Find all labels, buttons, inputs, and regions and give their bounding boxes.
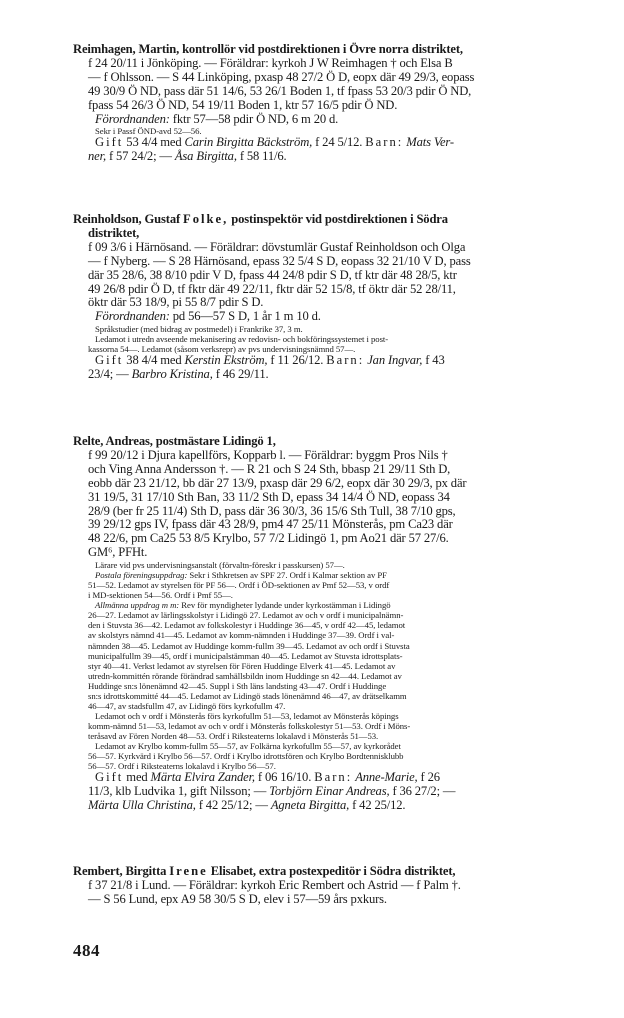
text-run: Rev för myndigheter lydande under kyrkostämman i Lidingö bbox=[179, 600, 391, 611]
text-run: fktr 57—58 pdir Ö ND, 6 m 20 d. bbox=[169, 111, 339, 126]
text-run: Barn: bbox=[365, 135, 404, 150]
entry-text-line bbox=[73, 310, 573, 324]
text-run: 49 26/8 pdir Ö D, tf fktr där 49 22/11, fktr där 52 15/8, tf öktr där 52 28/11, bbox=[88, 281, 456, 296]
entry-text-line bbox=[73, 701, 573, 711]
text-run: Förordnanden: bbox=[95, 111, 170, 126]
text-run: Gift bbox=[95, 135, 124, 150]
entry-text-line bbox=[73, 283, 573, 297]
entry-text-line bbox=[73, 227, 573, 241]
entry-text-line bbox=[73, 751, 573, 761]
text-run: ner, bbox=[88, 149, 106, 164]
entry-text-line bbox=[73, 879, 573, 893]
text-run: municipalfullm 39—45, ordf i municipalstämman 40—45. Ledamot av Stuvsta idrottsplats- bbox=[88, 650, 403, 661]
entry-text-line bbox=[73, 491, 573, 505]
entry-rembert bbox=[73, 865, 573, 907]
text-run: — S 56 Lund, epx A9 58 30/5 S D, elev i 57—59 års pxkurs. bbox=[88, 891, 387, 906]
text-run: f 09 3/6 i Härnösand. — Föräldrar: dövstumlär Gustaf Reinholdson och Olga bbox=[88, 239, 466, 254]
text-run: fpass 54 26/3 Ö ND, 54 19/11 Boden 1, ktr 57 16/5 pdir Ö ND. bbox=[88, 97, 398, 112]
text-run: Språkstudier (med bidrag av postmedel) i Frankrike 37, 3 m. bbox=[95, 324, 303, 335]
text-run: f 37 21/8 i Lund. — Föräldrar: kyrkoh Eric Rembert och Astrid — f Palm †. bbox=[88, 877, 461, 892]
entry-text-line bbox=[73, 785, 573, 799]
text-run: — f Nyberg. — S 28 Härnösand, epass 32 5/4 S D, eopass 32 21/10 V D, pass bbox=[88, 253, 471, 268]
entry-text-line bbox=[73, 893, 573, 907]
text-run: Agneta Birgitta, bbox=[270, 797, 350, 812]
text-run: postinspektör vid postdirektionen i Södra bbox=[228, 212, 448, 226]
text-run: 46—47, av stadsfullm 47, av Lidingö förs kyrkofullm 47. bbox=[88, 700, 286, 711]
entry-text-line bbox=[73, 610, 573, 620]
entry-text-line bbox=[73, 85, 573, 99]
text-run: f 24 5/12. bbox=[312, 135, 366, 150]
entry-text-line bbox=[73, 505, 573, 519]
text-run: GM⁶, PFHt. bbox=[88, 545, 148, 560]
entry-text-line bbox=[73, 334, 573, 344]
entry-text-line bbox=[73, 741, 573, 751]
text-run: Postala föreningsuppdrag: bbox=[95, 570, 188, 581]
text-run: Anne-Marie, bbox=[355, 770, 418, 785]
text-run: f 58 11/6. bbox=[236, 149, 287, 164]
text-run: f 11 26/12. bbox=[267, 353, 327, 368]
text-run: Barn: bbox=[326, 353, 365, 368]
text-run: f 42 25/12. bbox=[349, 797, 406, 812]
entry-text-line bbox=[73, 150, 573, 164]
text-run: kassorna 54—. Ledamot (såsom verksrepr) av pvs undervisningsnämnd 57—. bbox=[88, 344, 356, 355]
entry-text-line bbox=[73, 57, 573, 71]
entry-heading-line bbox=[73, 213, 573, 227]
text-run: 11/3, klb Ludvika 1, gift Nilsson; — bbox=[88, 784, 270, 799]
text-run: f 99 20/12 i Djura kapellförs, Kopparb l. — Föräldrar: byggm Pros Nils † bbox=[88, 447, 448, 462]
text-run: 56—57. Kyrkvärd i Krylbo 56—57. Ordf i Krylbo idrottsfören och Krylbo Bordtennisklubb bbox=[88, 751, 404, 762]
text-run: med bbox=[123, 770, 151, 785]
text-run: Förordnanden: bbox=[95, 309, 170, 324]
entry-text-line bbox=[73, 324, 573, 334]
entry-text-line bbox=[73, 590, 573, 600]
text-run: sn:s idrottskommitté 44—45. Ledamot av Lidingö stads lönenämnd 46—47, av drätselkamm bbox=[88, 690, 407, 701]
entry-heading-line bbox=[73, 43, 573, 57]
text-run: Mats Ver- bbox=[406, 135, 454, 150]
text-run: Rembert, Birgitta bbox=[73, 864, 170, 878]
entry-text-line bbox=[73, 71, 573, 85]
text-run: Märta Elvira Zander, bbox=[150, 770, 255, 785]
entry-text-line bbox=[73, 241, 573, 255]
text-run: f 46 29/11. bbox=[212, 367, 269, 382]
text-run: 56—57. Ordf i Riksteaterns lokalavd i Krylbo 56—57. bbox=[88, 761, 276, 772]
entry-text-line bbox=[73, 532, 573, 546]
entry-text-line bbox=[73, 620, 573, 630]
text-run: f 06 16/10. bbox=[254, 770, 315, 785]
text-run: Jan Ingvar, bbox=[367, 353, 423, 368]
text-run: Gift bbox=[95, 353, 124, 368]
entry-text-line bbox=[73, 113, 573, 127]
text-run: f 26 bbox=[417, 770, 440, 785]
entry-reinholdson bbox=[73, 213, 573, 382]
text-run: utredn-kommittén rörande förändrad samhällsbildn inom Huddinge sn 42—44. Ledamot av bbox=[88, 670, 402, 681]
text-run: Barbro Kristina, bbox=[131, 367, 213, 382]
text-run: Folke, bbox=[183, 212, 229, 226]
entry-text-line bbox=[73, 269, 573, 283]
entry-text-line bbox=[73, 799, 573, 813]
text-run: 38 4/4 med bbox=[123, 353, 185, 368]
entry-text-line bbox=[73, 671, 573, 681]
entry-text-line bbox=[73, 641, 573, 651]
entry-relte bbox=[73, 435, 573, 813]
text-run: f 43 bbox=[422, 353, 445, 368]
text-run: 39 29/12 gps IV, fpass där 43 28/9, pm4 47 25/11 Mönsterås, pm Ca23 där bbox=[88, 517, 453, 532]
text-run: öktr där 53 18/9, pi 55 8/7 pdir S D. bbox=[88, 295, 264, 310]
entry-text-line bbox=[73, 546, 573, 560]
text-run: Ledamot av Krylbo komm-fullm 55—57, av Folkärna kyrkofullm 55—57, av kyrkorådet bbox=[95, 741, 401, 751]
entry-heading-line bbox=[73, 865, 573, 879]
text-run: Carin Birgitta Bäckström, bbox=[184, 135, 313, 150]
text-run: Ledamot och v ordf i Mönsterås förs kyrkofullm 51—53, ledamot av Mönsterås köpings bbox=[95, 710, 399, 721]
text-run: Sekr i Passf ÖND-avd 52—56. bbox=[95, 126, 202, 137]
entry-text-line bbox=[73, 661, 573, 671]
text-run: Reinholdson, Gustaf bbox=[73, 212, 184, 226]
entry-text-line bbox=[73, 711, 573, 721]
entry-text-line bbox=[73, 681, 573, 691]
text-run: Reimhagen, Martin, kontrollör vid postdirektionen i Övre norra distriktet, bbox=[73, 42, 463, 56]
text-run: f 24 20/11 i Jönköping. — Föräldrar: kyrkoh J W Reimhagen † och Elsa B bbox=[88, 55, 453, 70]
text-run: 28/9 (ber fr 25 11/4) Sth D, pass där 36 30/3, 36 15/6 Sth Tull, 38 7/10 gps, bbox=[88, 503, 456, 518]
entry-text-line bbox=[73, 296, 573, 310]
text-run: Huddinge sn:s lönenämnd 42—45. Suppl i Sth läns landsting 43—47. Ordf i Huddinge bbox=[88, 680, 387, 691]
text-run: 51—52. Ledamot av styrelsen för PF 56—. Ordf i ÖD-sektionen av Pmf 52—53, v ordf bbox=[88, 580, 390, 591]
entry-text-line bbox=[73, 368, 573, 382]
entry-text-line bbox=[73, 630, 573, 640]
text-run: styr 40—41. Verkst ledamot av styrelsen för Fören Huddinge Elverk 41—45. Ledamot av bbox=[88, 660, 396, 671]
text-run: Sekr i Sthkretsen av SPF 27. Ordf i Kalmar sektion av PF bbox=[187, 570, 387, 581]
text-run: Irene bbox=[169, 864, 208, 878]
text-run: och Ving Anna Andersson †. — R 21 och S 24 Sth, bbasp 21 29/11 Sth D, bbox=[88, 461, 451, 476]
entry-text-line bbox=[73, 518, 573, 532]
text-run: teråsavd av Fören Norden 48—53. Ordf i Riksteaterns lokalavd i Mönsterås 51—53. bbox=[88, 730, 379, 741]
text-run: 26—27. Ledamot av lärlingsskolstyr i Lidingö 27. Ledamot av och v ordf i municipalnämn- bbox=[88, 610, 404, 621]
entry-text-line bbox=[73, 721, 573, 731]
text-run: distriktet, bbox=[88, 225, 140, 240]
entry-text-line bbox=[73, 255, 573, 269]
text-run: 49 30/9 Ö ND, pass där 51 14/6, 53 26/1 Boden 1, tf fpass 53 20/3 pdir Ö ND, bbox=[88, 83, 472, 98]
text-run: Torbjörn Einar Andreas, bbox=[269, 784, 390, 799]
text-run: 31 19/5, 31 17/10 Sth Ban, 33 11/2 Sth D, epass 34 14/4 Ö ND, eopass 34 bbox=[88, 489, 450, 504]
text-run: Elisabet, extra postexpeditör i Södra distriktet, bbox=[207, 864, 456, 878]
text-run: Lärare vid pvs undervisningsanstalt (förvaltn-föreskr i passkursen) 57—. bbox=[95, 560, 345, 571]
text-run: Allmänna uppdrag m m: bbox=[95, 600, 180, 611]
page-number: 484 bbox=[73, 941, 100, 960]
entry-text-line bbox=[73, 477, 573, 491]
entry-text-line bbox=[73, 731, 573, 741]
entry-reimhagen bbox=[73, 43, 573, 164]
text-run: Kerstin Ekström, bbox=[184, 353, 268, 368]
entry-heading-line bbox=[73, 435, 573, 449]
entry-text-line bbox=[73, 463, 573, 477]
text-run: — f Ohlsson. — S 44 Linköping, pxasp 48 27/2 Ö D, eopx där 49 29/3, eopass bbox=[88, 69, 475, 84]
text-run: eobb där 23 21/12, bb där 27 13/9, pxasp där 29 6/2, eopx där 30 29/3, px där bbox=[88, 475, 467, 490]
text-run: Ledamot i utredn avseende mekanisering av redovisn- och bokföringssystemet i post- bbox=[95, 334, 389, 345]
text-run: f 57 24/2; — bbox=[105, 149, 175, 164]
text-run: Märta Ulla Christina, bbox=[88, 797, 196, 812]
text-run: 48 22/6, pm Ca25 53 8/5 Krylbo, 57 7/2 Lidingö 1, pm Ao21 där 57 27/6. bbox=[88, 531, 449, 546]
entry-text-line bbox=[73, 136, 573, 150]
text-run: nämnden 38—45. Ledamot av Huddinge komm-fullm 39—45. Ledamot av och ordf i Stuvsta bbox=[88, 640, 410, 651]
entry-text-line bbox=[73, 449, 573, 463]
entry-text-line bbox=[73, 691, 573, 701]
entry-text-line bbox=[73, 354, 573, 368]
text-run: Barn: bbox=[314, 770, 353, 785]
text-run: pd 56—57 S D, 1 år 1 m 10 d. bbox=[169, 309, 321, 324]
text-run: 23/4; — bbox=[88, 367, 132, 382]
text-run: i MD-sektionen 54—56. Ordf i Pmf 55—. bbox=[88, 590, 233, 601]
text-run: 53 4/4 med bbox=[123, 135, 185, 150]
entry-text-line bbox=[73, 580, 573, 590]
text-run: av skolstyrs nämnd 41—45. Ledamot av komm-nämnden i Huddinge 37—39. Ordf i val- bbox=[88, 630, 395, 641]
entry-text-line bbox=[73, 560, 573, 570]
text-run: f 42 25/12; — bbox=[195, 797, 271, 812]
entry-text-line bbox=[73, 570, 573, 580]
text-run: den i Stuvsta 36—42. Ledamot av folkskolestyr i Huddinge 36—45, v ordf 42—45, ledamot bbox=[88, 620, 406, 631]
entry-text-line bbox=[73, 600, 573, 610]
text-run: Åsa Birgitta, bbox=[174, 149, 237, 164]
entry-text-line bbox=[73, 99, 573, 113]
text-run: där 35 28/6, 38 8/10 pdir V D, fpass 44 24/8 pdir S D, tf ktr där 48 28/5, ktr bbox=[88, 267, 457, 282]
text-run: komm-nämnd 51—53, ledamot av och v ordf i Mönsterås folkskolestyr 51—53. Ordf i Möns- bbox=[88, 720, 411, 731]
text-run: Relte, Andreas, postmästare Lidingö 1, bbox=[73, 434, 276, 448]
entry-text-line bbox=[73, 771, 573, 785]
entry-text-line bbox=[73, 651, 573, 661]
text-run: f 36 27/2; — bbox=[389, 784, 456, 799]
text-run: Gift bbox=[95, 770, 124, 785]
